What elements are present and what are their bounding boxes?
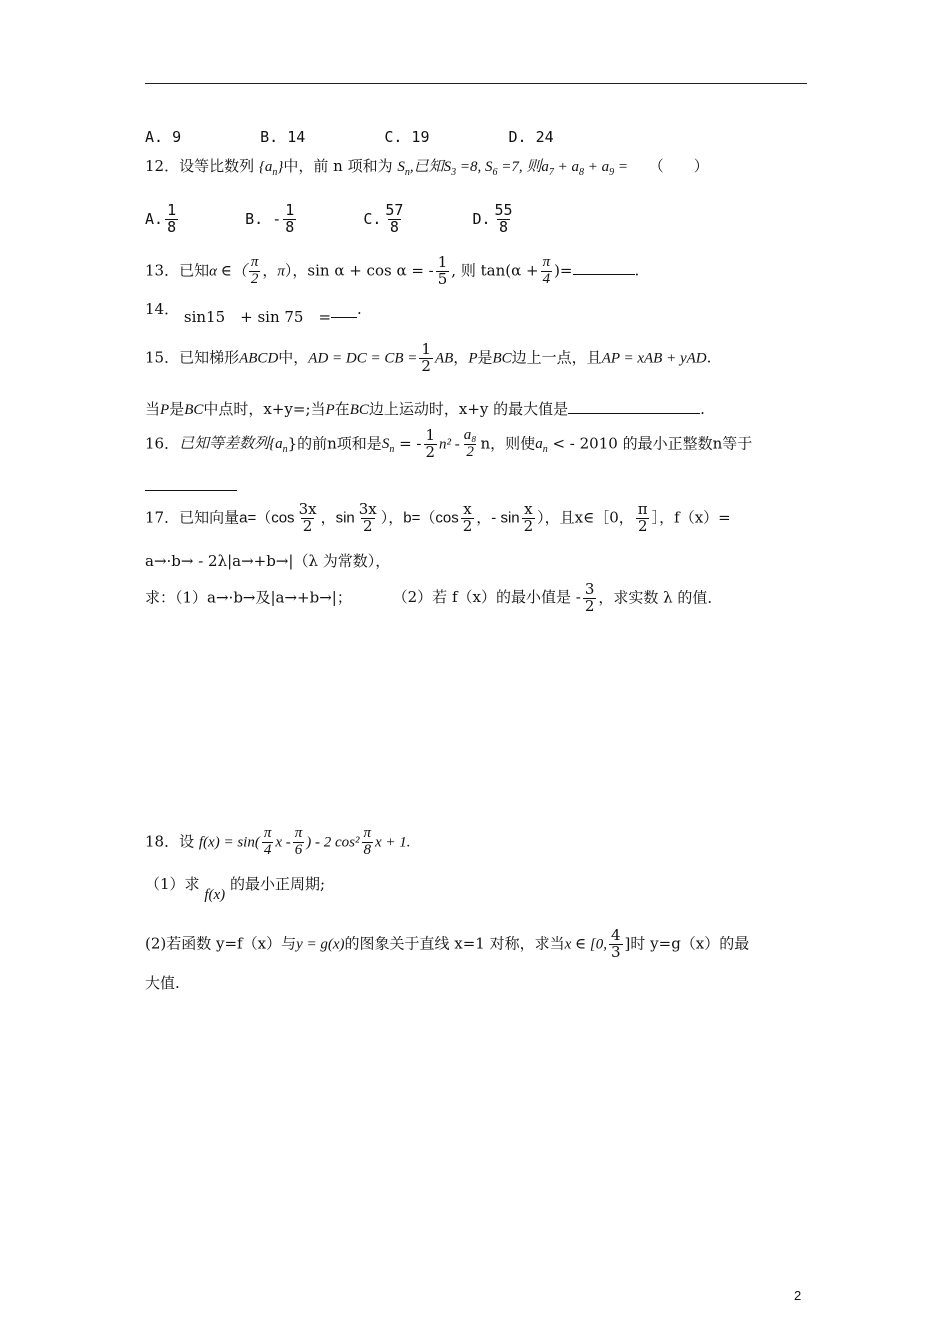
q17-frac-5: $\frac{\pi}{2}$ (637, 500, 648, 535)
q18-frac-pi4: $\frac{\pi}{4}$ (263, 825, 272, 858)
q11-option-b: B. 14 (260, 128, 306, 146)
q14-number: 14． (145, 300, 180, 318)
header-rule (145, 83, 807, 84)
q13-answer-blank (573, 274, 635, 275)
q13-frac-pi2: $\frac{\pi}{2}$ (250, 254, 259, 287)
q15-stem (145, 342, 711, 375)
q12-text-2: 中，前 n 项和为 (283, 157, 393, 175)
q17-part2: （2）若 f（x）的最小值是 - (392, 588, 581, 607)
q18-part2-c: ]时 y=g（x）的最 (624, 934, 750, 953)
q15-p: P (468, 350, 478, 367)
q15-equation: AD = DC = CB = (308, 350, 418, 367)
q17-line2-text: a→·b→ - 2λ|a→+b→|（λ 为常数）， (145, 552, 391, 570)
q14-end: . (357, 300, 362, 318)
q12-option-a: A. $\frac{1}{8}$ (145, 201, 177, 236)
q18-cos2: ) - 2 cos² (306, 834, 360, 851)
q18-text: 设 (179, 832, 195, 851)
q17-part1: 求：（1）a→·b→及|a→+b→|； (145, 588, 352, 607)
q12-seq: $\{a_n\}$ (258, 159, 284, 178)
q17-part2-end: ，求实数 λ 的值． (598, 588, 723, 607)
q15-l2-c: 中点时，x+y=;当 (203, 400, 326, 418)
q13-comma: ， (262, 261, 278, 280)
q16-number: 16． (145, 434, 180, 453)
q18-part1-a: （1）求 (145, 875, 200, 893)
q18-frac-pi6: $\frac{\pi}{6}$ (294, 825, 303, 858)
q15-l2-bc: BC (184, 402, 204, 418)
q13-close: )= (554, 261, 573, 280)
q12-answer-paren: （ ） (648, 157, 709, 175)
q15-l2-a: 当 (145, 400, 161, 418)
q14-stem (145, 300, 362, 326)
q18-frac-43: $\frac{4}{3}$ (610, 926, 621, 961)
q13-stem: 13．已知α ∈（ $\frac{\pi}{2}$ ，π），sin α + cos α = - $\frac{1}{5}$ , 则 tan(α + $\frac{\pi}{4}$ )= . (145, 253, 640, 288)
q17-frac-1: $\frac{3x}{2}$ (298, 500, 317, 535)
q17-line3 (145, 582, 722, 615)
q18-part1-fx: f(x) (204, 887, 226, 903)
q18-part1-b: 的最小正周期; (229, 875, 325, 893)
q15-frac-half: $\frac{1}{2}$ (421, 340, 431, 375)
q13-number: 13． (145, 261, 180, 280)
q18-part2-line2 (145, 974, 180, 992)
q16-n2: n² - (439, 436, 460, 453)
q13-frac-15: $\frac{1}{5}$ (437, 253, 448, 288)
q17-frac-6: $\frac{3}{2}$ (584, 580, 595, 615)
q12-text: 设等比数列 (179, 157, 255, 175)
q18-x-minus: x - (275, 834, 291, 851)
q15-l2-p2: P (325, 402, 335, 418)
q15-shi: 是 (477, 348, 493, 367)
q15-l2-f: . (700, 400, 705, 418)
q16-an: $a_n$ (535, 436, 548, 456)
q18-part2-d: 大值. (145, 974, 180, 992)
q15-answer-blank (568, 413, 700, 414)
q16-answer-blank (145, 490, 237, 491)
q16-sn: $S_n$ (381, 436, 395, 456)
q16-frac-half: $\frac{1}{2}$ (425, 426, 436, 461)
q13-frac-pi4: $\frac{\pi}{4}$ (542, 254, 551, 287)
q16-text: 已知等差数列{$a_n$ (179, 436, 288, 456)
q17-frac-3: $\frac{x}{2}$ (462, 500, 473, 535)
q14-answer-blank (331, 317, 357, 318)
q12-options (145, 203, 517, 236)
q17-sin: ，sin (320, 509, 355, 527)
q13-alpha: α ∈（ (209, 263, 247, 280)
q15-ab: AB (434, 350, 454, 367)
q11-options (145, 128, 554, 146)
q18-x-plus-1: x + 1. (375, 834, 411, 851)
q15-text: 已知梯形 (179, 348, 240, 367)
q12-stem (145, 157, 709, 179)
q15-l2-p: P (160, 402, 170, 418)
q15-abcd: ABCD (239, 350, 279, 367)
q13-text: 已知 (179, 261, 210, 280)
q17-domain: ），且x∈［0， (537, 508, 634, 527)
q18-part1 (145, 875, 325, 903)
q11-option-d: D. 24 (508, 128, 554, 146)
q15-comma: ， (453, 348, 469, 367)
q12-sn: $S_n$ (397, 159, 410, 178)
q16-frac-a8: $\frac{\text{a₈}}{2}$ (463, 427, 477, 460)
q17-fx: ］，f（x）= (651, 508, 731, 527)
q12-option-d: D. $\frac{55}{8}$ (472, 201, 513, 236)
q12-condition: ,已知$S_3 =8$, $S_6 =7$, 则$a_7 + a_8 + a_9$ = (409, 159, 629, 178)
q16-text-3: n，则使 (480, 434, 536, 453)
q15-l2-b: 是 (169, 400, 185, 418)
q12-option-b: B. - $\frac{1}{8}$ (245, 201, 295, 236)
q15-l2-bc2: BC (349, 402, 369, 418)
q15-period: . (706, 348, 712, 367)
q12-option-c: C. $\frac{57}{8}$ (363, 201, 404, 236)
q17-number: 17． (145, 508, 180, 527)
q15-vector-eq: AP = xAB + yAD (601, 350, 707, 367)
q17-frac-2: $\frac{3x}{2}$ (358, 500, 377, 535)
q18-part2-g: y = g(x) (296, 936, 345, 953)
q11-option-a: A. 9 (145, 128, 182, 146)
q16-eq: = - (394, 434, 422, 453)
q18-part2-a: (2)若函数 y=f（x）与 (145, 934, 297, 953)
q18-part2 (145, 928, 749, 961)
q18-part2-b: 的图象关于直线 x=1 对称，求当 (344, 934, 565, 953)
q18-part2-x: x ∈ [0, (564, 936, 607, 953)
q18-number: 18． (145, 832, 180, 851)
q15-text-2: 中， (278, 348, 309, 367)
q18-fx: f(x) = sin( (198, 834, 260, 851)
q16-stem (145, 428, 752, 461)
q13-tan: , 则 tan(α + (451, 261, 539, 280)
q17-stem (145, 502, 731, 535)
q16-text-2: }的前n项和是 (287, 434, 382, 453)
q15-text-3: 边上一点，且 (511, 348, 602, 367)
q17-neg-sin: ，- sin (476, 509, 520, 527)
q13-pi: π (277, 263, 285, 280)
q18-stem (145, 826, 411, 859)
q15-number: 15． (145, 348, 180, 367)
q15-bc: BC (492, 350, 512, 367)
q17-vector-b: ），b=（cos (380, 509, 459, 527)
q11-option-c: C. 19 (384, 128, 430, 146)
q18-frac-pi8: $\frac{\pi}{8}$ (363, 825, 372, 858)
q16-text-4: < - 2010 的最小正整数n等于 (547, 434, 753, 453)
q15-l2-e: 边上运动时，x+y 的最大值是 (368, 400, 569, 418)
q15-l2-d: 在 (334, 400, 350, 418)
q15-line2 (145, 400, 705, 419)
q17-text: 已知向量 (179, 508, 240, 527)
q14-expression: sin15 + sin 75 = (183, 308, 332, 326)
q17-frac-4: $\frac{x}{2}$ (523, 500, 534, 535)
q17-line2 (145, 552, 390, 570)
q12-number: 12． (145, 157, 180, 175)
q17-vector-a: a=（cos (239, 509, 295, 527)
page-number: 2 (794, 1288, 802, 1303)
q13-eq: ），sin α + cos α = - (284, 261, 434, 280)
